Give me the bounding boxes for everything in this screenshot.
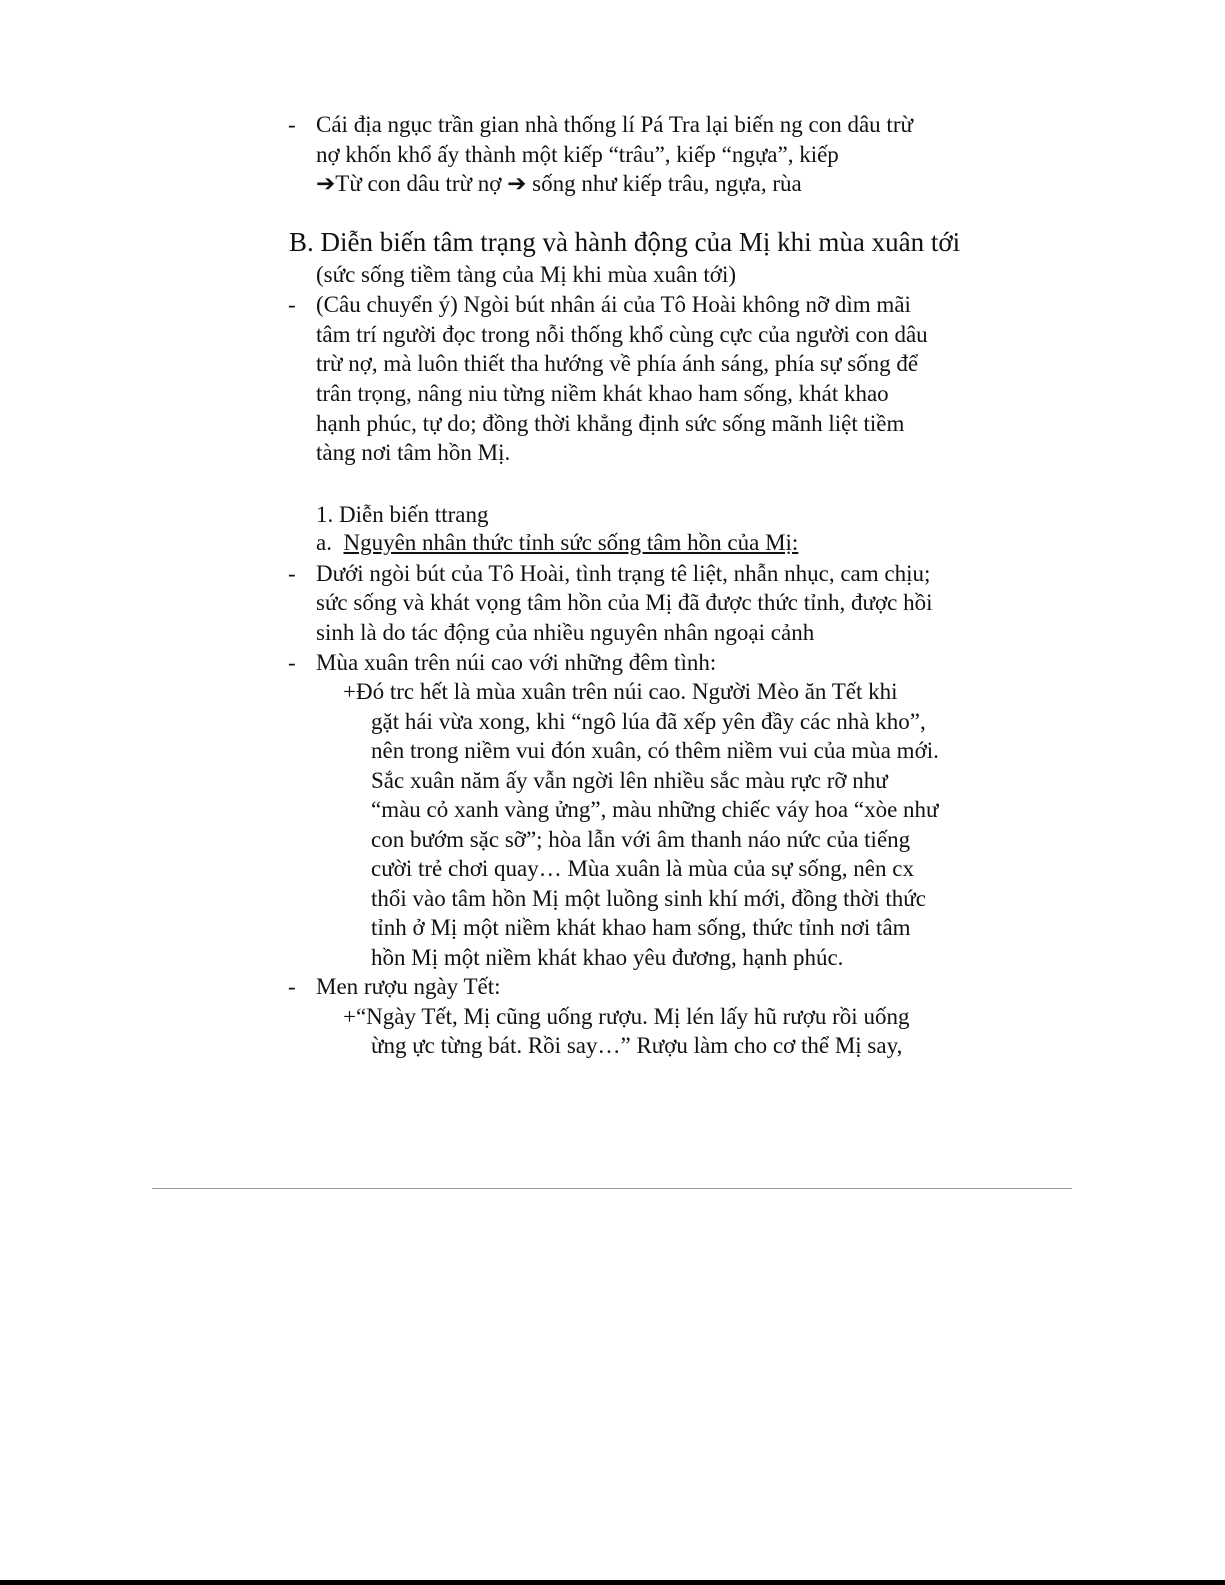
text-line: nên trong niềm vui đón xuân, có thêm niềm vui của mùa mới.	[371, 738, 939, 763]
text-line: hạnh phúc, tự do; đồng thời khẳng định sức sống mãnh liệt tiềm	[316, 411, 905, 436]
numbered-item: 1. Diễn biến ttrang	[316, 502, 489, 527]
text-line: ➔Từ con dâu trừ nợ ➔ sống như kiếp trâu, ngựa, rùa	[316, 171, 802, 196]
text-line: nợ khốn khổ ấy thành một kiếp “trâu”, kiếp “ngựa”, kiếp	[316, 142, 839, 167]
text-line: sinh là do tác động của nhiều nguyên nhân ngoại cảnh	[316, 620, 815, 645]
bullet-dash: -	[288, 650, 296, 675]
text-line: Sắc xuân năm ấy vẫn ngời lên nhiều sắc màu rực rỡ như	[371, 768, 888, 793]
text-line: Cái địa ngục trần gian nhà thống lí Pá Tra lại biến ng con dâu trừ	[316, 112, 913, 137]
text-line: gặt hái vừa xong, khi “ngô lúa đã xếp yên đầy các nhà kho”,	[371, 709, 926, 734]
text-line: hồn Mị một niềm khát khao yêu đương, hạnh phúc.	[371, 945, 844, 970]
text-line: ừng ực từng bát. Rồi say…” Rượu làm cho cơ thể Mị say,	[371, 1033, 903, 1058]
section-subheading: (sức sống tiềm tàng của Mị khi mùa xuân tới)	[316, 262, 737, 287]
bullet-dash: -	[288, 112, 296, 137]
lettered-item	[316, 528, 798, 557]
text-line: +Đó trc hết là mùa xuân trên núi cao. Người Mèo ăn Tết khi	[343, 679, 898, 704]
text-line: con bướm sặc sỡ”; hòa lẫn với âm thanh náo nức của tiếng	[371, 827, 911, 852]
text-line: (Câu chuyển ý) Ngòi bút nhân ái của Tô Hoài không nỡ dìm mãi	[316, 292, 911, 317]
text-line: Men rượu ngày Tết:	[316, 974, 501, 999]
text-line: thổi vào tâm hồn Mị một luồng sinh khí mới, đồng thời thức	[371, 886, 926, 911]
text-line: sức sống và khát vọng tâm hồn của Mị đã được thức tỉnh, được hồi	[316, 590, 933, 615]
section-heading: B. Diễn biến tâm trạng và hành động của Mị khi mùa xuân tới	[289, 227, 961, 257]
text-line: cười trẻ chơi quay… Mùa xuân là mùa của sự sống, nên cx	[371, 856, 914, 881]
text-line: “màu cỏ xanh vàng ửng”, màu những chiếc váy hoa “xòe như	[371, 797, 939, 822]
text-line: +“Ngày Tết, Mị cũng uống rượu. Mị lén lấy hũ rượu rồi uống	[343, 1004, 910, 1029]
text-line: tâm trí người đọc trong nỗi thống khổ cùng cực của người con dâu	[316, 322, 928, 347]
text-line: Dưới ngòi bút của Tô Hoài, tình trạng tê liệt, nhẫn nhục, cam chịu;	[316, 561, 931, 586]
bottom-border	[0, 1580, 1225, 1585]
text-line: tỉnh ở Mị một niềm khát khao ham sống, thức tỉnh nơi tâm	[371, 915, 911, 940]
bullet-dash: -	[288, 974, 296, 999]
text-line: trân trọng, nâng niu từng niềm khát khao ham sống, khát khao	[316, 381, 889, 406]
page-separator	[152, 1188, 1072, 1189]
text-line: tàng nơi tâm hồn Mị.	[316, 440, 511, 465]
lettered-item-label: Nguyên nhân thức tỉnh sức sống tâm hồn của Mị:	[343, 530, 799, 555]
text-line: Mùa xuân trên núi cao với những đêm tình:	[316, 650, 717, 675]
bullet-dash: -	[288, 561, 296, 586]
lettered-item-prefix: a.	[316, 530, 344, 555]
text-line: trừ nợ, mà luôn thiết tha hướng về phía ánh sáng, phía sự sống để	[316, 351, 919, 376]
bullet-dash: -	[288, 292, 296, 317]
